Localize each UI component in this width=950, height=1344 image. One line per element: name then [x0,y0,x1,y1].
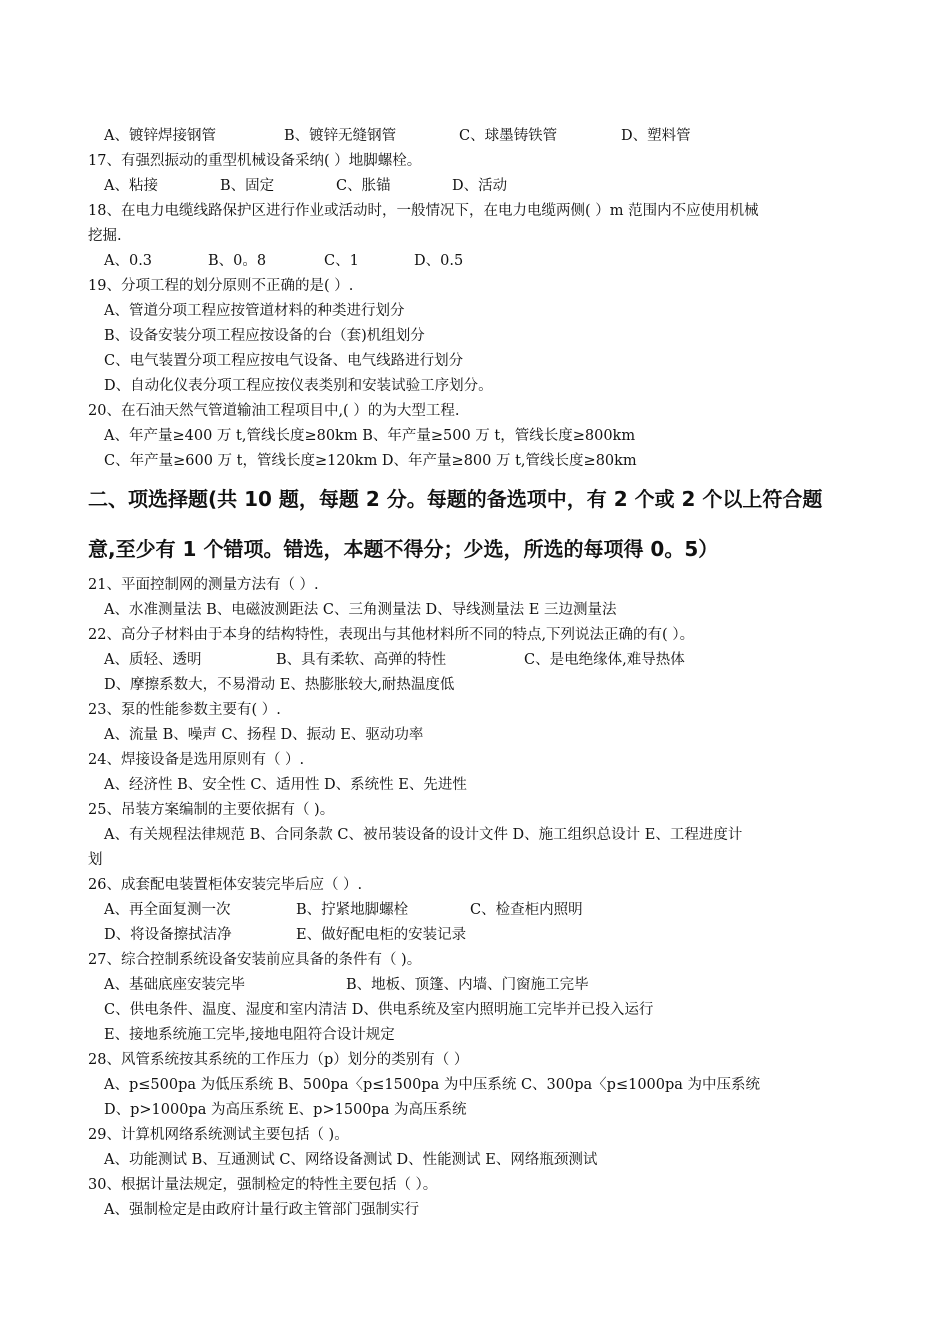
q28-options-abc: A、p≤500pa 为低压系统 B、500pa〈p≤1500pa 为中压系统 C、300pa〈p≤1000pa 为中压系统 [104,1077,761,1093]
q25-options: A、有关规程法律规范 B、合同条款 C、被吊装设备的设计文件 D、施工组织总设计 E、工程进度计 [104,827,743,843]
question-19: 19、分项工程的划分原则不正确的是( ）. [88,278,354,294]
q18-options [104,251,894,271]
question-26: 26、成套配电装置柜体安装完毕后应（ ）. [88,877,363,893]
q25-options-cont: 划 [88,852,103,868]
q19-option-c: C、电气装置分项工程应按电气设备、电气线路进行划分 [104,353,464,369]
option-d: D、活动 [452,178,508,194]
question-23: 23、泵的性能参数主要有( ）. [88,702,281,718]
option-c: C、1 [324,253,359,269]
q28-options-de: D、p>1000pa 为高压系统 E、p>1500pa 为高压系统 [104,1102,467,1118]
question-27: 27、综合控制系统设备安装前应具备的条件有（ )。 [88,952,422,968]
q16-options [104,126,894,146]
q19-option-a: A、管道分项工程应按管道材料的种类进行划分 [104,303,405,319]
question-25: 25、吊装方案编制的主要依据有（ )。 [88,802,335,818]
section-heading-cont: 意,至少有 1 个错项。错选，本题不得分；少选，所选的每项得 0。5） [88,537,719,561]
q27-options-ab [104,975,894,995]
q23-options: A、流量 B、噪声 C、扬程 D、振动 E、驱动功率 [104,727,424,743]
question-17: 17、有强烈振动的重型机械设备采纳( ）地脚螺栓。 [88,153,422,169]
question-22: 22、高分子材料由于本身的结构特性，表现出与其他材料所不同的特点,下列说法正确的有( ）。 [88,627,695,643]
option-b: B、固定 [220,178,275,194]
question-18-cont: 挖掘. [88,228,122,244]
option-a: A、粘接 [104,178,158,194]
option-e: E、做好配电柜的安装记录 [296,927,467,943]
option-a: A、0.3 [104,253,153,269]
q26-options-de [104,925,894,945]
question-18: 18、在电力电缆线路保护区进行作业或活动时，一般情况下，在电力电缆两侧( ）m 范围内不应使用机械 [88,203,759,219]
q27-options-cd: C、供电条件、温度、湿度和室内清洁 D、供电系统及室内照明施工完毕并已投入运行 [104,1002,654,1018]
q29-options: A、功能测试 B、互通测试 C、网络设备测试 D、性能测试 E、网络瓶颈测试 [104,1152,598,1168]
option-b: B、拧紧地脚螺栓 [296,902,409,918]
q22-options-abc [104,650,894,670]
q24-options: A、经济性 B、安全性 C、适用性 D、系统性 E、先进性 [104,777,467,793]
q27-option-e: E、接地系统施工完毕,接地电阻符合设计规定 [104,1027,395,1043]
q17-options [104,176,894,196]
q19-option-d: D、自动化仪表分项工程应按仪表类别和安装试验工序划分。 [104,378,493,394]
option-c: C、检查柜内照明 [470,902,583,918]
option-d: D、将设备擦拭洁净 [104,927,232,943]
option-c: C、是电绝缘体,难导热体 [524,652,685,668]
option-b: B、镀锌无缝钢管 [284,128,397,144]
q21-options: A、水准测量法 B、电磁波测距法 C、三角测量法 D、导线测量法 E 三边测量法 [104,602,617,618]
option-d: D、塑料管 [621,128,691,144]
question-21: 21、平面控制网的测量方法有（ ）. [88,577,319,593]
option-c: C、球墨铸铁管 [459,128,558,144]
q20-options-ab: A、年产量≥400 万 t,管线长度≥80km B、年产量≥500 万 t，管线长度≥800km [104,428,636,444]
question-29: 29、计算机网络系统测试主要包括（ )。 [88,1127,349,1143]
question-24: 24、焊接设备是选用原则有（ ）. [88,752,305,768]
option-c: C、胀锚 [336,178,391,194]
option-a: A、基础底座安装完毕 [104,977,245,993]
option-d: D、0.5 [414,253,464,269]
q26-options-abc [104,900,894,920]
option-a: A、再全面复测一次 [104,902,231,918]
question-30: 30、根据计量法规定，强制检定的特性主要包括（ ）。 [88,1177,438,1193]
q22-options-de: D、摩擦系数大，不易滑动 E、热膨胀较大,耐热温度低 [104,677,455,693]
option-b: B、0。8 [208,253,267,269]
option-b: B、地板、顶篷、内墙、门窗施工完毕 [346,977,589,993]
question-20: 20、在石油天然气管道输油工程项目中,( ）的为大型工程. [88,403,460,419]
q19-option-b: B、设备安装分项工程应按设备的台（套)机组划分 [104,328,425,344]
question-28: 28、风管系统按其系统的工作压力（p）划分的类别有（ ） [88,1052,469,1068]
option-b: B、具有柔软、高弹的特性 [276,652,447,668]
option-a: A、镀锌焊接钢管 [104,128,216,144]
q20-options-cd: C、年产量≥600 万 t，管线长度≥120km D、年产量≥800 万 t,管线长度≥80km [104,453,637,469]
section-heading: 二、项选择题(共 10 题，每题 2 分。每题的备选项中，有 2 个或 2 个以上符合题 [88,487,823,511]
q30-option-a: A、强制检定是由政府计量行政主管部门强制实行 [104,1202,419,1218]
option-a: A、质轻、透明 [104,652,202,668]
